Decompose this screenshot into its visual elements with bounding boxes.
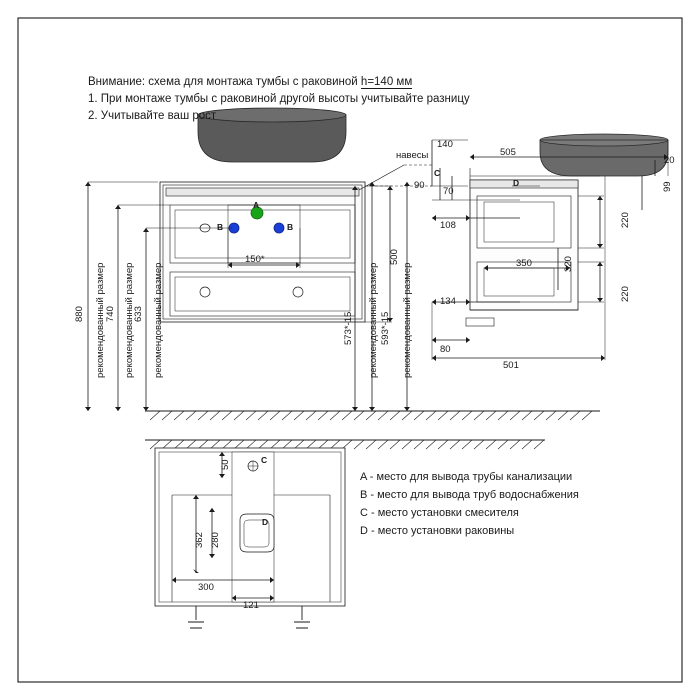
dim-880: 880	[74, 306, 85, 322]
note-line-2: 1. При монтаже тумбы с раковиной другой высоты учитывайте разницу	[88, 93, 470, 105]
dim-633: 633	[133, 306, 144, 322]
note-line-1-emphasis: h=140 мм	[360, 76, 413, 88]
dim-505: 505	[500, 147, 516, 158]
legend-item-d: D - место установки раковины	[360, 525, 515, 537]
dim-573: 573*-15	[343, 311, 354, 345]
marker-label-b-right: B	[287, 222, 294, 232]
legend-item-b: B - место для вывода труб водоснабжения	[360, 489, 579, 501]
dim-99: 99	[662, 181, 673, 192]
dim-20: 20	[664, 155, 675, 166]
marker-label-d-bottom: D	[262, 517, 269, 527]
marker-label-d-right: D	[513, 178, 520, 188]
legend-item-c: C - место установки смесителя	[360, 507, 519, 519]
dim-90: 90	[414, 180, 425, 191]
label-recommended-740: рекомендованный размер	[124, 262, 135, 378]
note-line-3: 2. Учитывайте ваш рост	[88, 110, 217, 122]
note-line-1-text: Внимание: схема для монтажа тумбы с раковиной	[88, 76, 361, 88]
marker-label-c-bottom: C	[261, 455, 268, 465]
callout-hangers: навесы	[396, 150, 429, 161]
marker-label-c-top: C	[434, 168, 441, 178]
marker-label-a: A	[253, 200, 260, 210]
dim-280: 280	[210, 532, 221, 548]
dim-362: 362	[194, 532, 205, 548]
dim-134: 134	[440, 296, 456, 307]
marker-label-b-left: B	[217, 222, 224, 232]
dim-220-lower: 220	[620, 286, 631, 302]
dim-593: 593*-15	[380, 311, 391, 345]
label-recommended-633: рекомендованный размер	[153, 262, 164, 378]
dim-121: 121	[243, 600, 259, 611]
note-line-1	[88, 74, 412, 90]
label-recommended-573: рекомендованный размер	[368, 262, 379, 378]
dim-320: 320	[563, 256, 574, 272]
dim-50: 50	[220, 459, 231, 470]
dim-220-upper: 220	[620, 212, 631, 228]
dim-300: 300	[198, 582, 214, 593]
label-recommended-880: рекомендованный размер	[95, 262, 106, 378]
label-recommended-593: рекомендованный размер	[402, 262, 413, 378]
legend-item-a: A - место для вывода трубы канализации	[360, 471, 573, 483]
dim-140: 140	[437, 139, 453, 150]
dim-500: 500	[389, 249, 400, 265]
dim-740: 740	[105, 306, 116, 322]
dim-150: 150*	[245, 254, 265, 265]
dim-70: 70	[443, 186, 454, 197]
dim-108: 108	[440, 220, 456, 231]
dim-501: 501	[503, 360, 519, 371]
dim-80: 80	[440, 344, 451, 355]
dim-350: 350	[516, 258, 532, 269]
